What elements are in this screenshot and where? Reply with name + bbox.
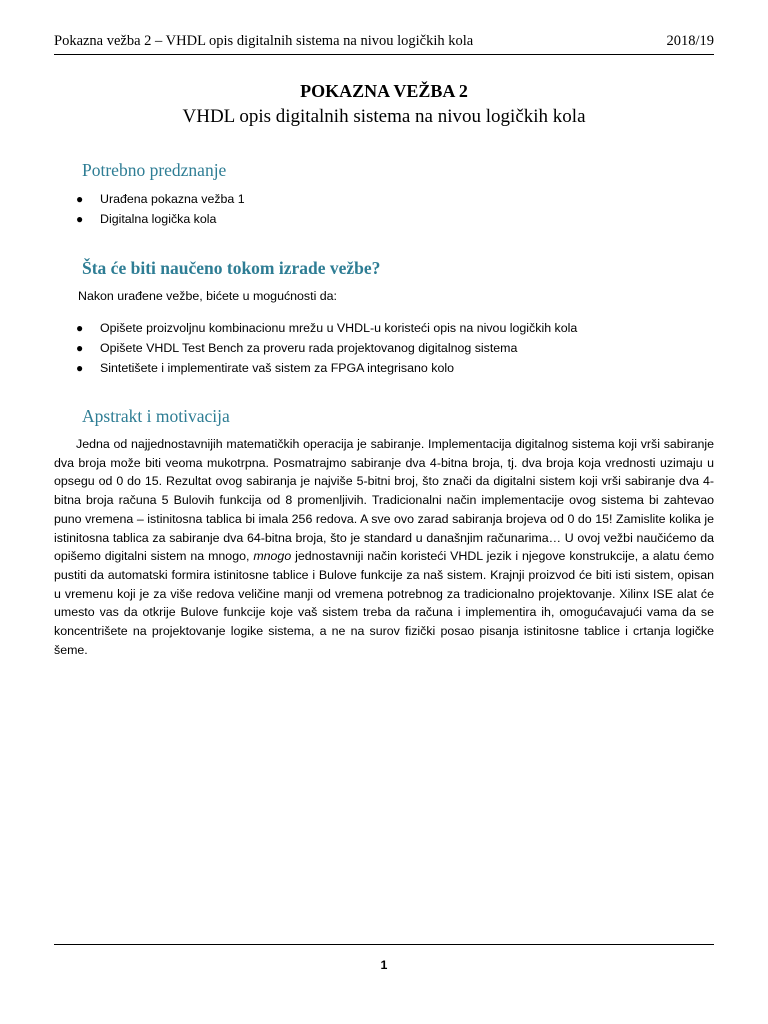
heading-prerequisites: Potrebno predznanje <box>82 160 227 180</box>
list-item: ● Opišete proizvoljnu kombinacionu mrežu u VHDL-u koristeći opis na nivou logičkih kola <box>54 318 577 338</box>
bullet-icon: ● <box>76 212 84 226</box>
bullet-icon: ● <box>76 192 84 206</box>
list-item: ● Opišete VHDL Test Bench za proveru rada projektovanog digitalnog sistema <box>54 338 577 358</box>
prerequisites-list <box>54 189 245 229</box>
page-number: 1 <box>380 958 388 972</box>
header-title: Pokazna vežba 2 – VHDL opis digitalnih sistema na nivou logičkih kola <box>54 33 474 49</box>
bullet-icon: ● <box>76 361 84 375</box>
learning-goals-list <box>54 318 577 378</box>
list-item: ● Digitalna logička kola <box>54 209 245 229</box>
document-subtitle: VHDL opis digitalnih sistema na nivou logičkih kola <box>182 106 586 127</box>
list-item: ● Sintetišete i implementirate vaš sistem za FPGA integrisano kolo <box>54 358 577 378</box>
header-year: 2018/19 <box>666 33 714 49</box>
heading-learning-goals: Šta će biti naučeno tokom izrade vežbe? <box>82 258 381 278</box>
page-header <box>54 33 714 55</box>
list-item: ● Urađena pokazna vežba 1 <box>54 189 245 209</box>
document-title: POKAZNA VEŽBA 2 <box>300 81 468 101</box>
footer-divider <box>54 944 714 945</box>
heading-abstract: Apstrakt i motivacija <box>82 406 230 426</box>
learning-intro: Nakon urađene vežbe, bićete u mogućnosti da: <box>78 289 337 303</box>
emphasis-text: mnogo <box>253 549 292 564</box>
abstract-paragraph: Jedna od najjednostavnijih matematičkih operacija je sabiranje. Implementacija digitalnog sistema koji vrši sabiranje dva broja može biti veoma mukotrpna. Posmatrajmo sabiranje dva 4-bitna broja, tj. dva broja koja vrednosti uzimaju u opsegu od 0 do 15. Rezultat ovog sabiranja je najviše 5-bitni broj, što znači da digitalni sistem koji vrši sabiranje dva 4-bitna broja računa 5 Bulovih funkcija od 8 promenljivih. Tradicionalni način implementacije ovog sistema bi zahtevao puno vremena – istinitosna tablica bi imala 256 redova. A sve ovo zarad sabiranja brojeva od 0 do 15! Zamislite kolika je istinitosna tablica za sabiranje dva 64-bitna broja, što je standard u današnjim računarima… U ovoj vežbi naučićemo da opišemo digitalni sistem na mnogo, mnogo jednostavniji način koristeći VHDL jezik i njegove konstrukcije, a alatu ćemo pustiti da automatski formira istinitosne tablice i Bulove funkcije za naš sistem. Krajnji proizvod će biti isti sistem, opisan u vremenu koji je za više redova veličine manji od vremena potrebnog za tradicionalno projektovanje. Xilinx ISE alat će umesto vas da otkrije Bulove funkcije koje vaš sistem treba da računa i implementira ih, omogućavajući vama da se koncentrišete na projektovanje logike sistema, a ne na surov fizički posao pisanja istinitosne tablice i crtanja logičke šeme. <box>54 437 714 657</box>
bullet-icon: ● <box>76 341 84 355</box>
bullet-icon: ● <box>76 321 84 335</box>
